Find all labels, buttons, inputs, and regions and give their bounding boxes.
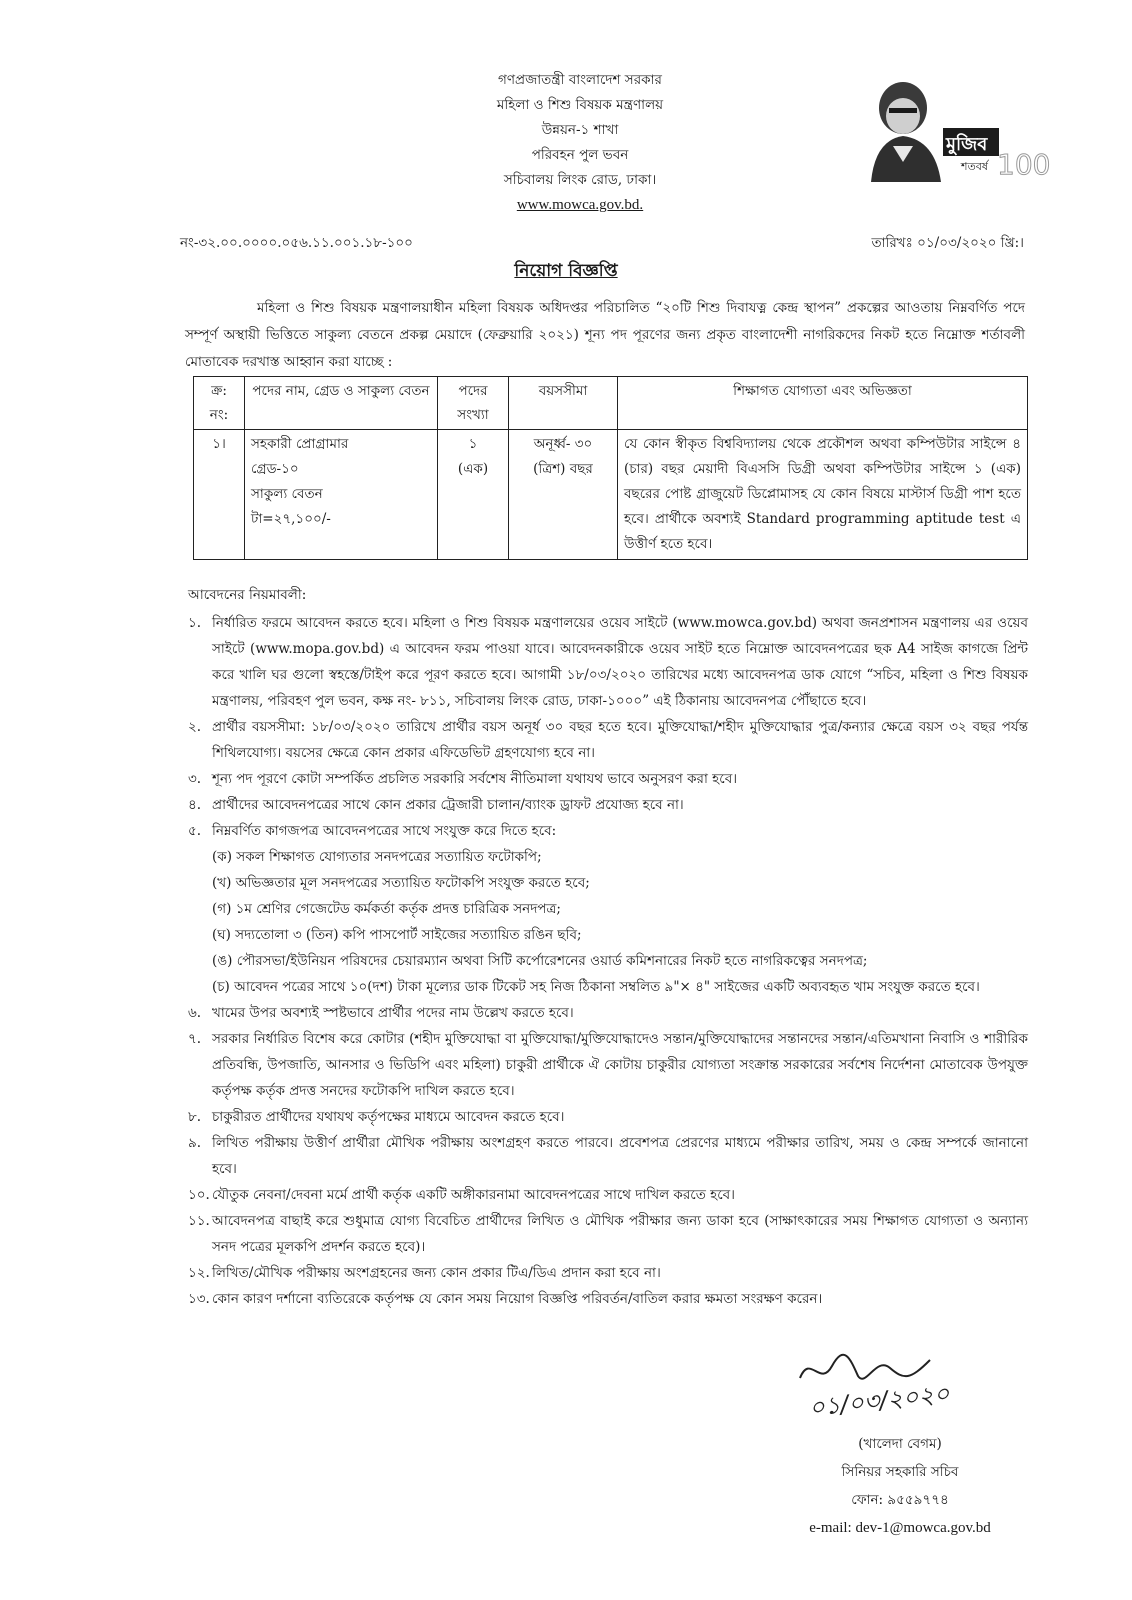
list-item: (ক) সকল শিক্ষাগত যোগ্যতার সনদপত্রের সত্যায়িত ফটোকপি; — [212, 849, 542, 865]
header-line-3: উন্নয়ন-১ শাখা — [541, 122, 619, 138]
header-line-5: সচিবালয় লিংক রোড, ঢাকা। — [503, 172, 657, 188]
rule-item: ১. নির্ধারিত ফরমে আবেদন করতে হবে। মহিলা ও শিশু বিষয়ক মন্ত্রণালয়ের ওয়েব সাইটে (www.mowca.gov.bd) অথবা জনপ্রশাসন মন্ত্রণালয় এর ওয়েব সাইটে (www.mopa.gov.bd) এ আবেদন ফরম পাওয়া যাবে। আবেদনকারীকে ওয়েব সাইট হতে নিম্নোক্ত আবেদনপত্রের ছক A4 সাইজ কাগজে প্রিন্ট করে খালি ঘর গুলো স্বহস্তে/টাইপ করে পূরণ করতে হবে। আগামী ১৮/০৩/২০২০ তারিখের মধ্যে আবেদনপত্র ডাক যোগে “সচিব, মহিলা ও শিশু বিষয়ক মন্ত্রণালয়, পরিবহণ পুল ভবন, কক্ষ নং- ৮১১, সচিবালয় লিংক রোড, ঢাকা-১০০০” এই ঠিকানায় আবেদনপত্র পৌঁছাতে হবে। — [188, 615, 1028, 709]
svg-text:মুজিব: মুজিব — [946, 134, 988, 155]
signatory-phone: ফোন: ৯৫৫৯৭৭৪ — [851, 1492, 949, 1508]
list-item: (ঘ) সদ্যতোলা ৩ (তিন) কপি পাসপোর্ট সাইজের সত্যায়িত রঙিন ছবি; — [212, 927, 582, 943]
signatory-block — [770, 1430, 1030, 1542]
cell-count: ১ (এক) — [438, 430, 509, 560]
svg-text:০১/০৩/২০২০: ০১/০৩/২০২০ — [807, 1379, 951, 1422]
svg-text:100: 100 — [997, 148, 1051, 181]
header-line-4: পরিবহন পুল ভবন — [531, 147, 629, 163]
post-grade: গ্রেড-১০ — [251, 461, 299, 477]
rule-item: ৪. প্রার্থীদের আবেদনপত্রের সাথে কোন প্রকার ট্রেজারী চালান/ব্যাংক ড্রাফট প্রযোজ্য হবে না। — [188, 797, 684, 813]
rule-item: ৭. সরকার নির্ধারিত বিশেষ করে কোটার (শহীদ মুক্তিযোদ্ধা বা মুক্তিযোদ্ধা/মুক্তিযোদ্ধাদেও সন্তান/মুক্তিযোদ্ধাদের সন্তানদের সন্তান/এতিমখানা নিবাসি ও শারীরিক প্রতিবন্ধি, উপজাতি, আনসার ও ভিডিপি এবং মহিলা) চাকুরী প্রার্থীকে ঐ কোটায় চাকুরীর যোগ্যতা সংক্রান্ত সরকারের সর্বশেষ নির্দেশনা মোতাবেক উপযুক্ত কর্তৃপক্ষ কর্তৃক প্রদত্ত সনদের ফটোকপি দাখিল করতে হবে। — [188, 1031, 1028, 1099]
vacancy-table — [193, 376, 1028, 560]
post-salary: টা=২৭,১০০/- — [251, 511, 331, 527]
post-title: সহকারী প্রোগ্রামার — [251, 436, 349, 452]
col-count: পদের সংখ্যা — [438, 377, 509, 430]
rule-item: ২. প্রার্থীর বয়সসীমা: ১৮/০৩/২০২০ তারিখে প্রার্থীর বয়স অনূর্ধ ৩০ বছর হতে হবে। মুক্তিযোদ্ধা/শহীদ মুক্তিযোদ্ধার পুত্র/কন্যার ক্ষেত্রে বয়স ৩২ বছর পর্যন্ত শিথিলযোগ্য। বয়সের ক্ষেত্রে কোন প্রকার এফিডেভিট গ্রহণযোগ্য হবে না। — [188, 719, 1028, 761]
letterhead — [380, 68, 780, 218]
col-qualification: শিক্ষাগত যোগ্যতা এবং অভিজ্ঞতা — [618, 377, 1028, 430]
handwritten-signature — [780, 1348, 1010, 1428]
col-serial: ক্র: নং: — [194, 377, 245, 430]
website-link[interactable]: www.mowca.gov.bd. — [516, 197, 644, 213]
header-line-2: মহিলা ও শিশু বিষয়ক মন্ত্রণালয় — [496, 97, 664, 113]
rule-item: ৮. চাকুরীরত প্রার্থীদের যথাযথ কর্তৃপক্ষের মাধ্যমে আবেদন করতে হবে। — [188, 1109, 565, 1125]
rule-item: ১২. লিখিত/মৌখিক পরীক্ষায় অংশগ্রহনের জন্য কোন প্রকার টিএ/ডিএ প্রদান করা হবে না। — [188, 1265, 661, 1281]
signatory-name: (খালেদা বেগম) — [858, 1436, 942, 1452]
table-row — [194, 430, 1028, 560]
list-item: (ঙ) পৌরসভা/ইউনিয়ন পরিষদের চেয়ারম্যান অথবা সিটি কর্পোরেশনের ওয়ার্ড কমিশনারের নিকট হতে নাগরিকত্বের সনদপত্র; — [212, 953, 868, 969]
signatory-designation: সিনিয়র সহকারি সচিব — [841, 1464, 959, 1480]
cell-post — [245, 430, 438, 560]
table-header-row — [194, 377, 1028, 430]
header-line-1: গণপ্রজাতন্ত্রী বাংলাদেশ সরকার — [498, 72, 662, 88]
cell-age: অনূর্ধ্ব- ৩০ (ত্রিশ) বছর — [509, 430, 618, 560]
cell-serial: ১। — [194, 430, 245, 560]
page-title: নিয়োগ বিজ্ঞপ্তি — [514, 261, 618, 281]
rule-item: ১৩. কোন কারণ দর্শানো ব্যতিরেকে কর্তৃপক্ষ যে কোন সময় নিয়োগ বিজ্ঞপ্তি পরিবর্তন/বাতিল করার ক্ষমতা সংরক্ষণ করেন। — [188, 1291, 823, 1307]
rule-item: ৩. শূন্য পদ পূরণে কোটা সম্পর্কিত প্রচলিত সরকারি সর্বশেষ নীতিমালা যথাযথ ভাবে অনুসরণ করা হবে। — [188, 771, 738, 787]
list-item: (চ) আবেদন পত্রের সাথে ১০(দশ) টাকা মূল্যের ডাক টিকেট সহ নিজ ঠিকানা সম্বলিত ৯"× ৪" সাইজের একটি অব্যবহৃত খাম সংযুক্ত করতে হবে। — [212, 979, 980, 995]
rule-item: ৫. নিম্নবর্ণিত কাগজপত্র আবেদনপত্রের সাথে সংযুক্ত করে দিতে হবে: — [188, 823, 557, 839]
intro-paragraph: মহিলা ও শিশু বিষয়ক মন্ত্রণালয়াধীন মহিলা বিষয়ক অধিদপ্তর পরিচালিত “২০টি শিশু দিবাযত্ন কেন্দ্র স্থাপন” প্রকল্পের আওতায় নিম্নবর্ণিত পদে সম্পূর্ণ অস্থায়ী ভিত্তিতে সাকুল্য বেতনে প্রকল্প মেয়াদে (ফেব্রুয়ারি ২০২১) শূন্য পদ পূরণের জন্য প্রকৃত বাংলাদেশী নাগরিকদের নিকট হতে নিম্নোক্ত শর্তাবলী মোতাবেক দরখাস্ত আহ্বান করা যাচ্ছে : — [185, 300, 1025, 370]
mujib-centenary-logo — [845, 70, 1051, 182]
svg-text:শতবর্ষ: শতবর্ষ — [961, 160, 988, 173]
list-item: (খ) অভিজ্ঞতার মূল সনদপত্রের সত্যায়িত ফটোকপি সংযুক্ত করতে হবে; — [212, 875, 590, 891]
post-salary-label: সাকুল্য বেতন — [251, 486, 323, 502]
rules-heading: আবেদনের নিয়মাবলী: — [188, 587, 307, 603]
rule-item: ১১. আবেদনপত্র বাছাই করে শুধুমাত্র যোগ্য বিবেচিত প্রার্থীদের লিখিত ও মৌখিক পরীক্ষার জন্য ডাকা হবে (সাক্ষাৎকারের সময় শিক্ষাগত যোগ্যতা ও অন্যান্য সনদ পত্রের মূলকপি প্রদর্শন করতে হবে)। — [188, 1213, 1028, 1255]
document-checklist — [188, 844, 1028, 1000]
rules-list — [188, 610, 1028, 1312]
col-post: পদের নাম, গ্রেড ও সাকুল্য বেতন — [245, 377, 438, 430]
rule-item: ১০. যৌতুক নেবনা/দেবনা মর্মে প্রার্থী কর্তৃক একটি অঙ্গীকারনামা আবেদনপত্রের সাথে দাখিল করতে হবে। — [188, 1187, 736, 1203]
col-age: বয়সসীমা — [509, 377, 618, 430]
reference-number: নং-৩২.০০.০০০০.০৫৬.১১.০০১.১৮-১০০ — [180, 235, 413, 251]
signatory-email[interactable]: e-mail: dev-1@mowca.gov.bd — [809, 1520, 991, 1536]
list-item: (গ) ১ম শ্রেণির গেজেটেড কর্মকর্তা কর্তৃক প্রদত্ত চারিত্রিক সনদপত্র; — [212, 901, 561, 917]
rule-item: ৯. লিখিত পরীক্ষায় উত্তীর্ণ প্রার্থীরা মৌখিক পরীক্ষায় অংশগ্রহণ করতে পারবে। প্রবেশপত্র প্রেরণের মাধ্যমে পরীক্ষার তারিখ, সময় ও কেন্দ্র সম্পর্কে জানানো হবে। — [188, 1135, 1028, 1177]
issue-date: তারিখঃ ০১/০৩/২০২০ খ্রি:। — [871, 235, 1024, 251]
cell-qualification: যে কোন স্বীকৃত বিশ্ববিদ্যালয় থেকে প্রকৌশল অথবা কম্পিউটার সাইন্সে ৪ (চার) বছর মেয়াদী বিএসসি ডিগ্রী অথবা কম্পিউটার সাইন্সে ১ (এক) বছরের পোষ্ট গ্রাজুয়েট ডিপ্লোমাসহ যে কোন বিষয়ে মাস্টার্স ডিগ্রী পাশ হতে হবে। প্রার্থীকে অবশ্যই Standard programming aptitude test এ উত্তীর্ণ হতে হবে। — [618, 430, 1028, 560]
rule-item: ৬. খামের উপর অবশ্যই স্পষ্টভাবে প্রার্থীর পদের নাম উল্লেখ করতে হবে। — [188, 1005, 574, 1021]
